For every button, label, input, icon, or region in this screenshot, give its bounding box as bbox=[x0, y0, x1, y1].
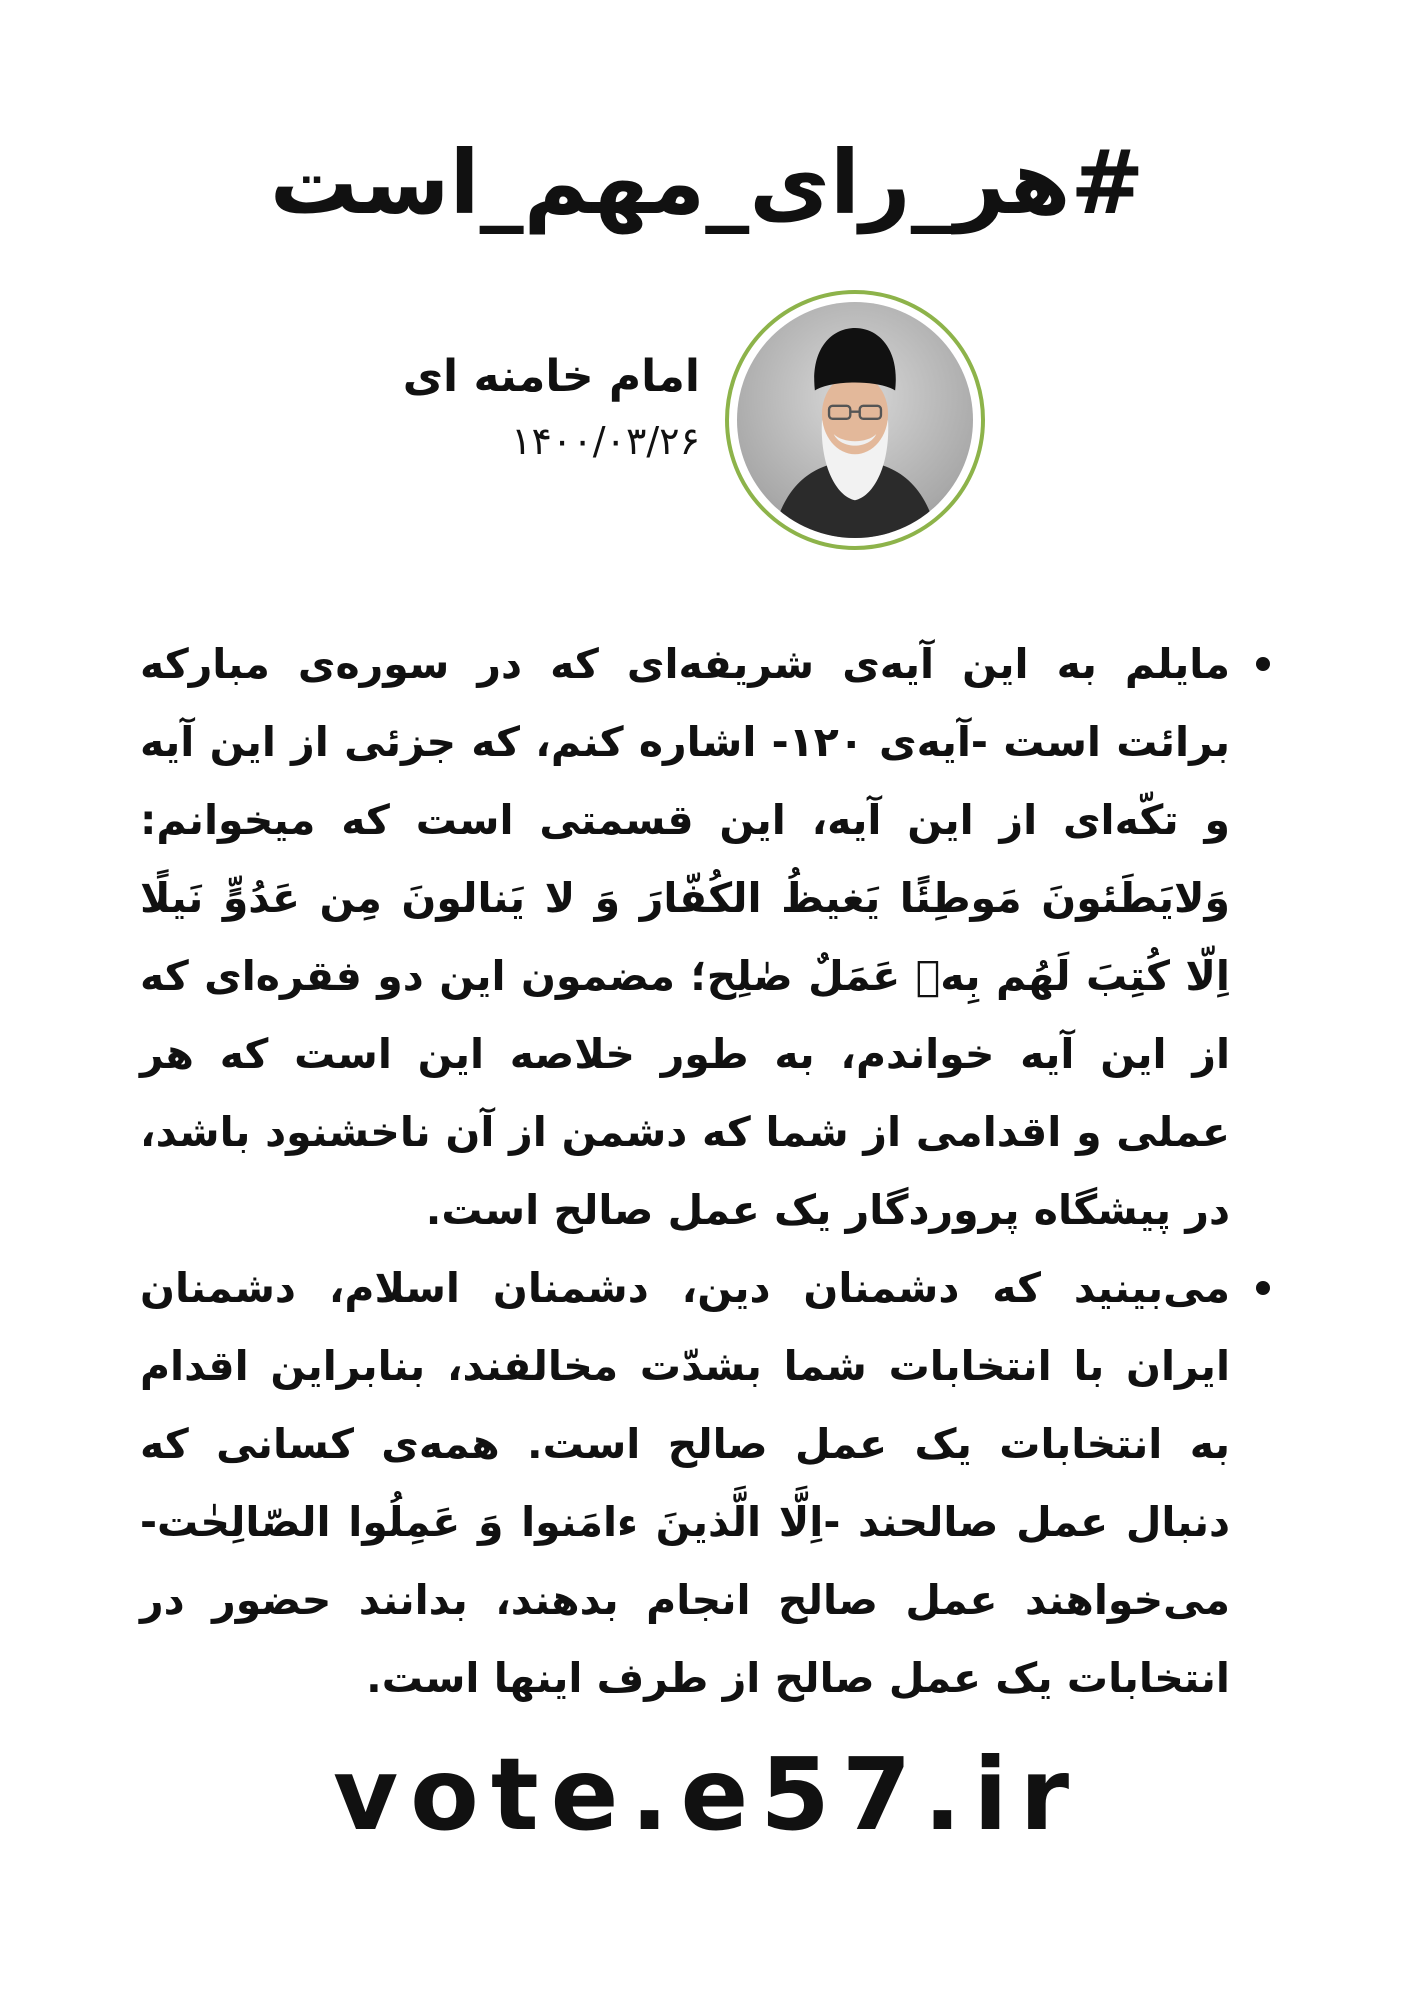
footer-url: vote.e57.ir bbox=[332, 1736, 1082, 1853]
page-title: #هر_رای_مهم_است bbox=[269, 131, 1145, 234]
author-name: امام خامنه ای bbox=[402, 351, 700, 402]
author-portrait bbox=[725, 290, 985, 550]
paragraph-text: می‌بینید که دشمنان دین، دشمنان اسلام، دشمنان ایران با انتخابات شما بشدّت مخالفند، بنابراین اقدام به انتخابات یک عمل صالح است. همه‌ی کسانی که دنبال عمل صالحند -اِلَّا الَّذینَ ءامَنوا وَ عَمِلُوا الصّالِحٰت- می‌خواهند عمل صالح انجام بدهند، بدانند حضور در انتخابات یک عمل صالح از طرف اینها است. bbox=[140, 1264, 1230, 1702]
author-block bbox=[280, 290, 1000, 560]
list-item bbox=[140, 625, 1270, 1249]
bullet-icon bbox=[1256, 657, 1270, 671]
list-item bbox=[140, 1249, 1270, 1717]
quote-content bbox=[140, 625, 1270, 1717]
portrait-photo bbox=[737, 302, 973, 538]
paragraph-text: مایلم به این آیه‌ی شریفه‌ای که در سوره‌ی مبارکه برائت است -آیه‌ی ۱۲۰- اشاره کنم، که جزئی از این آیه و تکّه‌ای از این آیه، این قسمتی است که میخوانم: وَلایَطَئونَ مَوطِئًا یَغیظُ الکُفّارَ وَ لا یَنالونَ مِن عَدُوٍّ نَیلًا اِلّا کُتِبَ لَهُم بِهٖ عَمَلٌ صٰلِح؛ مضمون این دو فقره‌ای که از این آیه خواندم، به طور خلاصه این است که هر عملی و اقدامی از شما که دشمن از آن ناخشنود باشد، در پیشگاه پروردگار یک عمل صالح است. bbox=[140, 640, 1230, 1234]
author-date: ۱۴۰۰/۰۳/۲۶ bbox=[511, 419, 700, 464]
bullet-icon bbox=[1256, 1281, 1270, 1295]
quote-list bbox=[140, 625, 1270, 1717]
author-info bbox=[320, 348, 700, 467]
portrait-illustration bbox=[737, 302, 973, 538]
